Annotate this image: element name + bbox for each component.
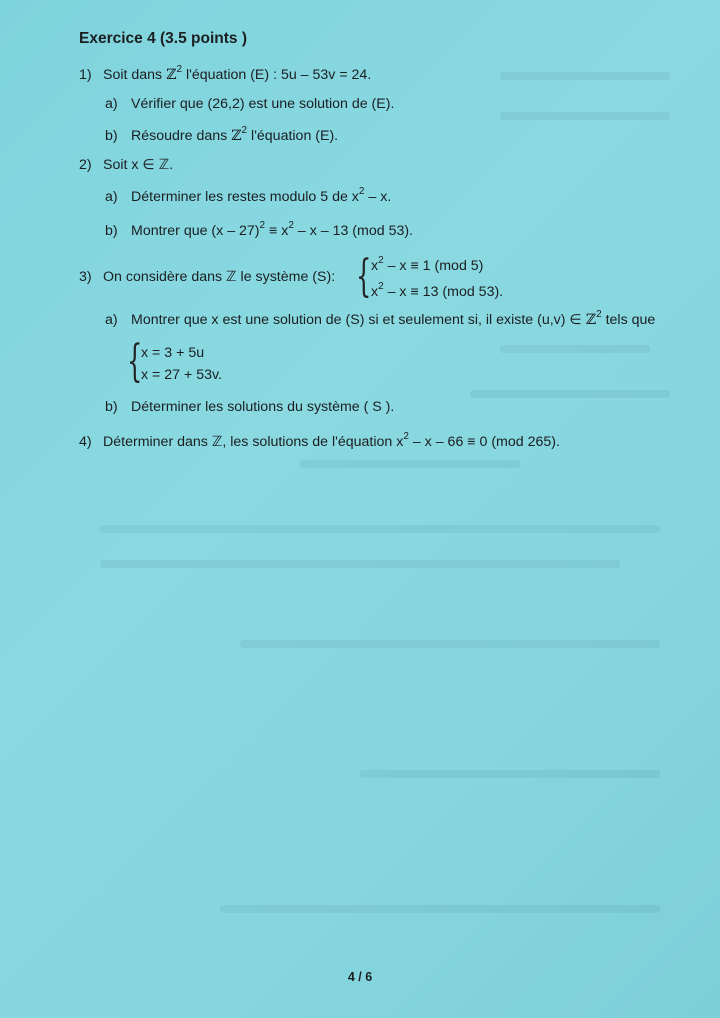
question-text: On considère dans ℤ le système (S):: [103, 269, 336, 285]
sub-question-text: Déterminer les restes modulo 5 de x: [131, 189, 359, 205]
question-number: 2): [79, 157, 92, 173]
show-through-mark: [240, 640, 660, 648]
system-brace: {: [127, 336, 143, 387]
show-through-mark: [500, 112, 670, 120]
show-through-mark: [470, 390, 670, 398]
question-1: [79, 66, 371, 84]
sub-question-text: Déterminer les solutions du système ( S ).: [131, 399, 395, 415]
show-through-mark: [100, 560, 620, 568]
question-3a: [105, 311, 655, 329]
system-brace: {: [356, 251, 372, 302]
show-through-mark: [360, 770, 660, 778]
exponent: 2: [176, 64, 183, 75]
exercise-title: Exercice 4 (3.5 points ): [79, 30, 247, 47]
system-equation-2: [371, 283, 503, 301]
exponent: 2: [403, 431, 409, 442]
system-a-equation-1: x = 3 + 5u: [141, 345, 205, 361]
question-4: [79, 433, 560, 451]
sub-question-text: l'équation (E).: [247, 128, 339, 144]
integer-set-symbol: ℤ: [231, 128, 242, 144]
exponent: 2: [288, 220, 294, 231]
equation-text: x: [371, 284, 379, 300]
sub-question-label: b): [105, 128, 118, 144]
exponent: 2: [259, 220, 266, 231]
question-3: [79, 268, 335, 286]
sub-question-text: Résoudre dans: [131, 128, 232, 144]
show-through-mark: [500, 72, 670, 80]
system-a-equation-2: x = 27 + 53v.: [141, 367, 222, 383]
integer-set-symbol: ℤ: [585, 312, 597, 328]
sub-question-text: – x.: [364, 189, 392, 205]
question-text: Soit x ∈ ℤ.: [103, 157, 174, 173]
equation-text: – x ≡ 1 (mod 5): [383, 258, 484, 274]
show-through-mark: [100, 525, 660, 533]
question-number: 4): [79, 434, 92, 450]
sub-question-text: ≡ x: [265, 223, 289, 239]
equation-text: x: [371, 258, 379, 274]
show-through-mark: [500, 345, 650, 353]
question-3b: [105, 398, 394, 416]
sub-question-label: b): [105, 223, 118, 239]
sub-question-text: Vérifier que (26,2) est une solution de (E).: [131, 96, 395, 112]
integer-set-symbol: ℤ: [166, 67, 177, 83]
question-text: – x – 66 ≡ 0 (mod 265).: [408, 434, 560, 450]
question-2: [79, 156, 173, 174]
sub-question-text: Montrer que x est une solution de (S) si et seulement si, il existe (u,v) ∈: [131, 312, 586, 328]
question-text: Soit dans: [103, 67, 167, 83]
question-1b: [105, 127, 338, 145]
show-through-mark: [220, 905, 660, 913]
question-number: 1): [79, 67, 92, 83]
sub-question-text: Montrer que (x – 27): [131, 223, 260, 239]
sub-question-label: b): [105, 399, 118, 415]
page-number: 4 / 6: [347, 970, 373, 984]
sub-question-text: tels que: [601, 312, 656, 328]
exponent: 2: [378, 281, 384, 292]
question-2b: [105, 222, 413, 240]
question-1a: [105, 95, 394, 113]
equation-text: – x ≡ 13 (mod 53).: [383, 284, 504, 300]
question-number: 3): [79, 269, 92, 285]
exponent: 2: [378, 255, 384, 266]
system-equation-1: [371, 257, 483, 275]
exponent: 2: [358, 186, 365, 197]
exponent: 2: [596, 309, 602, 320]
exponent: 2: [241, 125, 248, 136]
show-through-mark: [300, 460, 520, 468]
sub-question-label: a): [105, 312, 118, 328]
sub-question-label: a): [105, 96, 118, 112]
question-text: l'équation (E) : 5u – 53v = 24.: [182, 67, 372, 83]
question-text: Déterminer dans ℤ, les solutions de l'équation x: [103, 434, 404, 450]
sub-question-text: – x – 13 (mod 53).: [293, 223, 414, 239]
sub-question-label: a): [105, 189, 118, 205]
question-2a: [105, 188, 391, 206]
